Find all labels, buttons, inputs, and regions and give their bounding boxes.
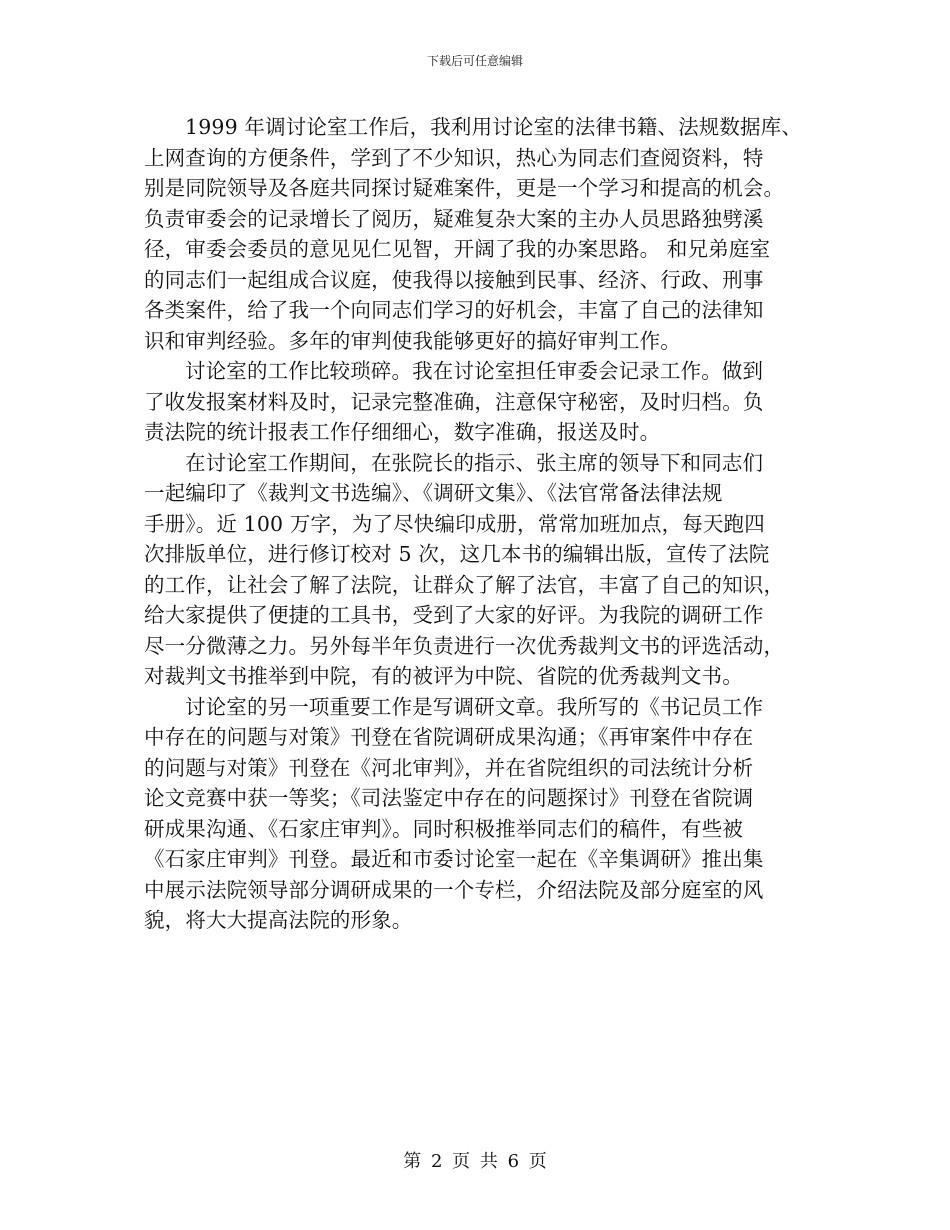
text-line: 尽一分微薄之力。另外每半年负责进行一次优秀裁判文书的评选活动， (144, 633, 785, 658)
page-number: 第 2 页 共 6 页 (403, 1151, 547, 1172)
text-line: 的同志们一起组成合议庭，使我得以接触到民事、经济、行政、刑事 (144, 267, 764, 292)
text-line: 1999 年调讨论室工作后，我利用讨论室的法律书籍、法规数据库、 (185, 115, 802, 139)
text-line: 径，审委会委员的意见见仁见智，开阔了我的办案思路。 和兄弟庭室 (144, 237, 771, 261)
text-line: 负责审委会的记录增长了阅历，疑难复杂大案的主办人员思路独劈溪 (144, 206, 764, 231)
text-line: 责法院的统计报表工作仔细细心，数字准确，报送及时。 (144, 420, 661, 444)
text-line: 给大家提供了便捷的工具书，受到了大家的好评。为我院的调研工作 (144, 603, 764, 627)
text-line: 在讨论室工作期间，在张院长的指示、张主席的领导下和同志们 (185, 450, 764, 475)
text-line: 论文竞赛中获一等奖；《司法鉴定中存在的问题探讨》刊登在省院调 (144, 786, 754, 810)
paragraph-2 (144, 356, 806, 448)
text-line: 讨论室的另一项重要工作是写调研文章。我所写的《书记员工作 (185, 694, 764, 719)
text-line: 中展示法院领导部分调研成果的一个专栏，介绍法院及部分庭室的风 (144, 877, 764, 902)
document-body (144, 112, 806, 936)
paragraph-3 (144, 448, 806, 692)
text-line: 上网查询的方便条件，学到了不少知识，热心为同志们查阅资料，特 (144, 145, 764, 170)
text-line: 中存在的问题与对策》刊登在省院调研成果沟通；《再审案件中存在 (144, 725, 754, 749)
text-line: 的问题与对策》刊登在《河北审判》，并在省院组织的司法统计分析 (144, 755, 754, 780)
text-line: 了收发报案材料及时，记录完整准确，注意保守秘密，及时归档。负 (144, 389, 764, 414)
text-line: 一起编印了《裁判文书选编》、《调研文集》、《法官常备法律法规 (144, 481, 723, 505)
text-line: 识和审判经验。多年的审判使我能够更好的搞好审判工作。 (144, 328, 681, 353)
text-line: 手册》。近 100 万字，为了尽快编印成册，常常加班加点，每天跑四 (144, 511, 765, 536)
text-line: 研成果沟通、《石家庄审判》。同时积极推举同志们的稿件，有些被 (144, 816, 743, 841)
text-line: 貌，将大大提高法院的形象。 (144, 908, 413, 932)
text-line: 次排版单位，进行修订校对 5 次，这几本书的编辑出版，宣传了法院 (144, 542, 770, 566)
text-line: 《石家庄审判》刊登。最近和市委讨论室一起在《辛集调研》推出集 (144, 847, 764, 871)
text-line: 讨论室的工作比较琐碎。我在讨论室担任审委会记录工作。做到 (185, 359, 764, 383)
text-line: 对裁判文书推举到中院，有的被评为中院、省院的优秀裁判文书。 (144, 664, 743, 688)
text-line: 各类案件，给了我一个向同志们学习的好机会，丰富了自己的法律知 (144, 298, 764, 322)
text-line: 的工作，让社会了解了法院，让群众了解了法官，丰富了自己的知识， (144, 572, 785, 597)
paragraph-4 (144, 692, 806, 936)
paragraph-1 (144, 112, 806, 356)
page-header: 下载后可任意编辑 (426, 54, 523, 68)
text-line: 别是同院领导及各庭共同探讨疑难案件，更是一个学习和提高的机会。 (144, 176, 785, 200)
